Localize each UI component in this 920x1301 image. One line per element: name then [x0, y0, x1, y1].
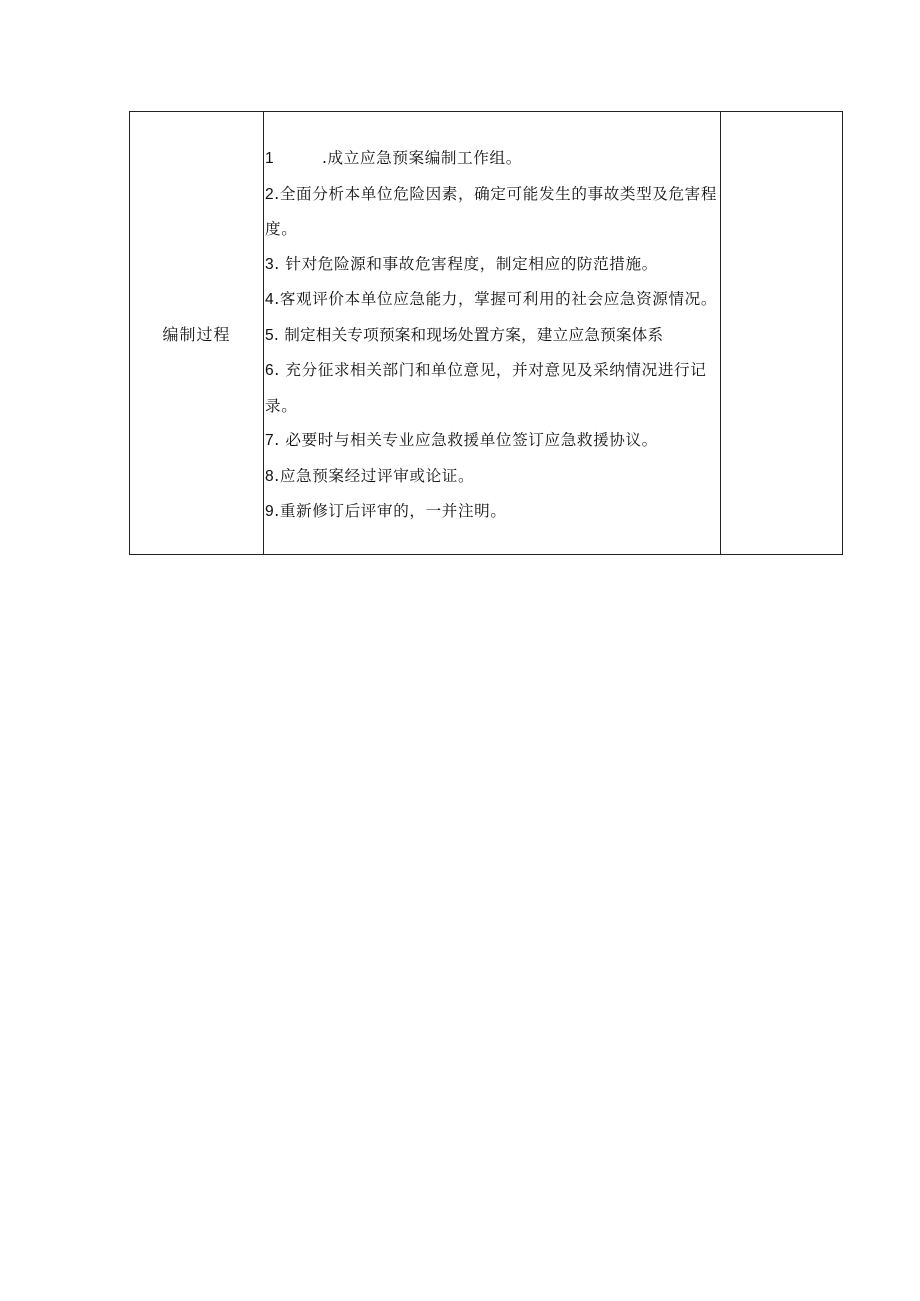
step-text: .客观评价本单位应急能力，掌握可利用的社会应急资源情况。: [274, 290, 718, 308]
steps-list: [264, 112, 720, 530]
list-item: [265, 282, 719, 318]
step-text: . 必要时与相关专业应急救援单位签订应急救援协议。: [274, 431, 658, 449]
list-item: [265, 318, 719, 354]
steps-cell: [264, 112, 721, 555]
step-number: 7: [265, 432, 275, 449]
step-number: 3: [265, 255, 275, 273]
table-row: [130, 112, 843, 555]
row-label: 编制过程: [162, 324, 231, 344]
step-number: 6: [265, 362, 275, 379]
step-number: 5: [265, 326, 274, 344]
row-label-cell: [130, 112, 264, 555]
step-text: . 充分征求相关部门和单位意见，并对意见及采纳情况进行记录。: [265, 361, 707, 415]
step-text: .应急预案经过评审或论证。: [274, 466, 475, 485]
step-text: . 制定相关专项预案和现场处置方案，建立应急预案体系: [273, 325, 664, 344]
step-text: .重新修订后评审的，一并注明。: [274, 502, 507, 520]
remark-cell: [721, 112, 843, 555]
list-item: [265, 247, 719, 283]
step-number: 2: [265, 185, 275, 203]
step-number: 4: [265, 291, 275, 308]
list-item: [265, 459, 719, 495]
step-number: 9: [265, 503, 275, 520]
list-item: [265, 494, 719, 530]
step-number: 8: [265, 467, 275, 485]
step-text: .全面分析本单位危险因素，确定可能发生的事故类型及危害程度。: [265, 184, 718, 238]
step-number: 1: [265, 150, 275, 167]
list-item: [265, 177, 719, 247]
step-text: .成立应急预案编制工作组。: [322, 149, 522, 167]
list-item: [265, 423, 719, 459]
compilation-process-table: [129, 111, 843, 555]
list-item: [265, 141, 719, 177]
step-text: . 针对危险源和事故危害程度，制定相应的防范措施。: [274, 254, 658, 273]
list-item: [265, 353, 719, 423]
